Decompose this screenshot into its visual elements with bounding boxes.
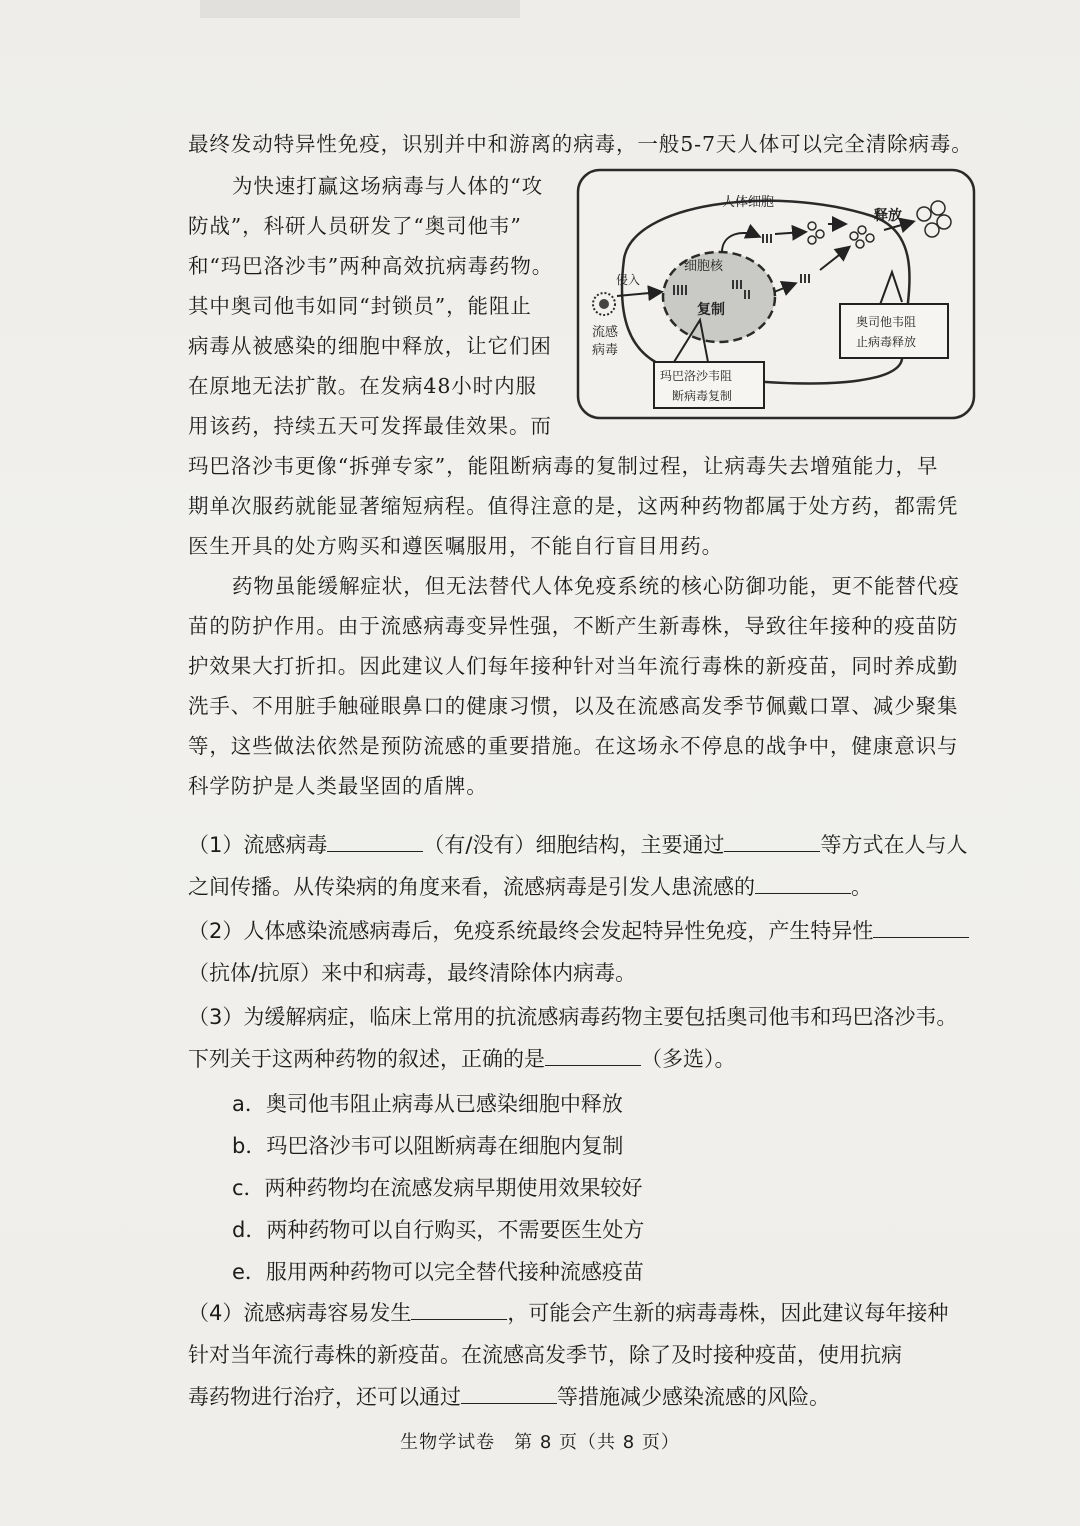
passage-p2-line: 苗的防护作用。由于流感病毒变异性强，不断产生新毒株，导致往年接种的疫苗防 [188, 614, 959, 638]
oseltamivir-callout-line: 止病毒释放 [856, 335, 917, 349]
passage-p1-line: 防战”，科研人员研发了“奥司他韦” [188, 214, 522, 238]
oseltamivir-callout [840, 304, 948, 358]
virus-drug-diagram [572, 164, 982, 424]
answer-blank[interactable] [545, 1043, 641, 1066]
passage-p2-line: 等，这些做法依然是预防流感的重要措施。在这场永不停息的战争中，健康意识与 [188, 734, 959, 758]
option-d: d．两种药物可以自行购买，不需要医生处方 [232, 1218, 645, 1242]
question-3-cont: 下列关于这两种药物的叙述，正确的是 （多选）。 [188, 1038, 978, 1080]
passage-p1-line: 期单次服药就能显著缩短病程。值得注意的是，这两种药物都属于处方药，都需凭 [188, 494, 959, 518]
answer-blank[interactable] [755, 871, 851, 894]
page-footer: 生物学试卷 第 8 页（共 8 页） [400, 1432, 680, 1453]
virus-label-2: 病毒 [592, 343, 619, 358]
replicate-label: 复制 [697, 302, 725, 318]
scan-shadow [200, 0, 520, 18]
option-b: b．玛巴洛沙韦可以阻断病毒在细胞内复制 [232, 1134, 624, 1158]
passage-p1-line: 其中奥司他韦如同“封锁员”，能阻止 [188, 294, 532, 318]
passage-line-0: 最终发动特异性免疫，识别并中和游离的病毒，一般5-7天人体可以完全清除病毒。 [188, 132, 973, 156]
oseltamivir-callout-line: 奥司他韦阻 [856, 315, 917, 329]
human-cell-label: 人体细胞 [722, 195, 775, 210]
baloxavir-callout-line: 断病毒复制 [672, 389, 733, 403]
passage-p2-line: 药物虽能缓解症状，但无法替代人体免疫系统的核心防御功能，更不能替代疫 [232, 574, 960, 598]
question-4-cont: 针对当年流行毒株的新疫苗。在流感高发季节，除了及时接种疫苗，使用抗病 [188, 1343, 902, 1367]
passage-p2-line: 科学防护是人类最坚固的盾牌。 [188, 774, 488, 798]
question-1-cont: 之间传播。从传染病的角度来看，流感病毒是引发人患流感的 。 [188, 866, 978, 908]
virus-label-1: 流感 [592, 325, 619, 340]
passage-p1-line: 在原地无法扩散。在发病48小时内服 [188, 374, 537, 398]
passage-p1-line: 和“玛巴洛沙韦”两种高效抗病毒药物。 [188, 254, 554, 278]
passage-p2-line: 护效果大打折扣。因此建议人们每年接种针对当年流行毒株的新疫苗，同时养成勤 [188, 654, 959, 678]
option-c: c．两种药物均在流感发病早期使用效果较好 [232, 1176, 643, 1200]
passage-p1-line: 医生开具的处方购买和遵医嘱服用，不能自行盲目用药。 [188, 534, 723, 558]
answer-blank[interactable] [724, 829, 820, 852]
answer-blank[interactable] [327, 829, 423, 852]
release-label: 释放 [874, 208, 902, 224]
question-2-cont: （抗体/抗原）来中和病毒，最终清除体内病毒。 [188, 961, 637, 985]
option-e: e．服用两种药物可以完全替代接种流感疫苗 [232, 1260, 644, 1284]
nucleus-label: 细胞核 [684, 259, 724, 274]
question-4: （4）流感病毒容易发生 ，可能会产生新的病毒毒株，因此建议每年接种 [188, 1292, 978, 1334]
invade-label: 侵入 [616, 273, 641, 287]
option-a: a．奥司他韦阻止病毒从已感染细胞中释放 [232, 1092, 623, 1116]
passage-p1-line: 玛巴洛沙韦更像“拆弹专家”，能阻断病毒的复制过程，让病毒失去增殖能力，早 [188, 454, 939, 478]
baloxavir-callout-line: 玛巴洛沙韦阻 [660, 369, 733, 383]
question-2: （2）人体感染流感病毒后，免疫系统最终会发起特异性免疫，产生特异性 [188, 910, 978, 952]
question-4-cont: 毒药物进行治疗，还可以通过 等措施减少感染流感的风险。 [188, 1376, 978, 1418]
answer-blank[interactable] [461, 1381, 557, 1404]
passage-p1-line: 用该药，持续五天可发挥最佳效果。而 [188, 414, 552, 438]
passage-p1-line: 病毒从被感染的细胞中释放，让它们困 [188, 334, 552, 358]
answer-blank[interactable] [873, 915, 969, 938]
passage-p2-line: 洗手、不用脏手触碰眼鼻口的健康习惯，以及在流感高发季节佩戴口罩、减少聚集 [188, 694, 959, 718]
question-3: （3）为缓解病症，临床上常用的抗流感病毒药物主要包括奥司他韦和玛巴洛沙韦。 [188, 1005, 958, 1029]
passage-p1-line: 为快速打赢这场病毒与人体的“攻 [232, 174, 543, 198]
answer-blank[interactable] [411, 1297, 507, 1320]
question-1: （1）流感病毒 （有/没有）细胞结构，主要通过 等方式在人与人 [188, 824, 978, 866]
